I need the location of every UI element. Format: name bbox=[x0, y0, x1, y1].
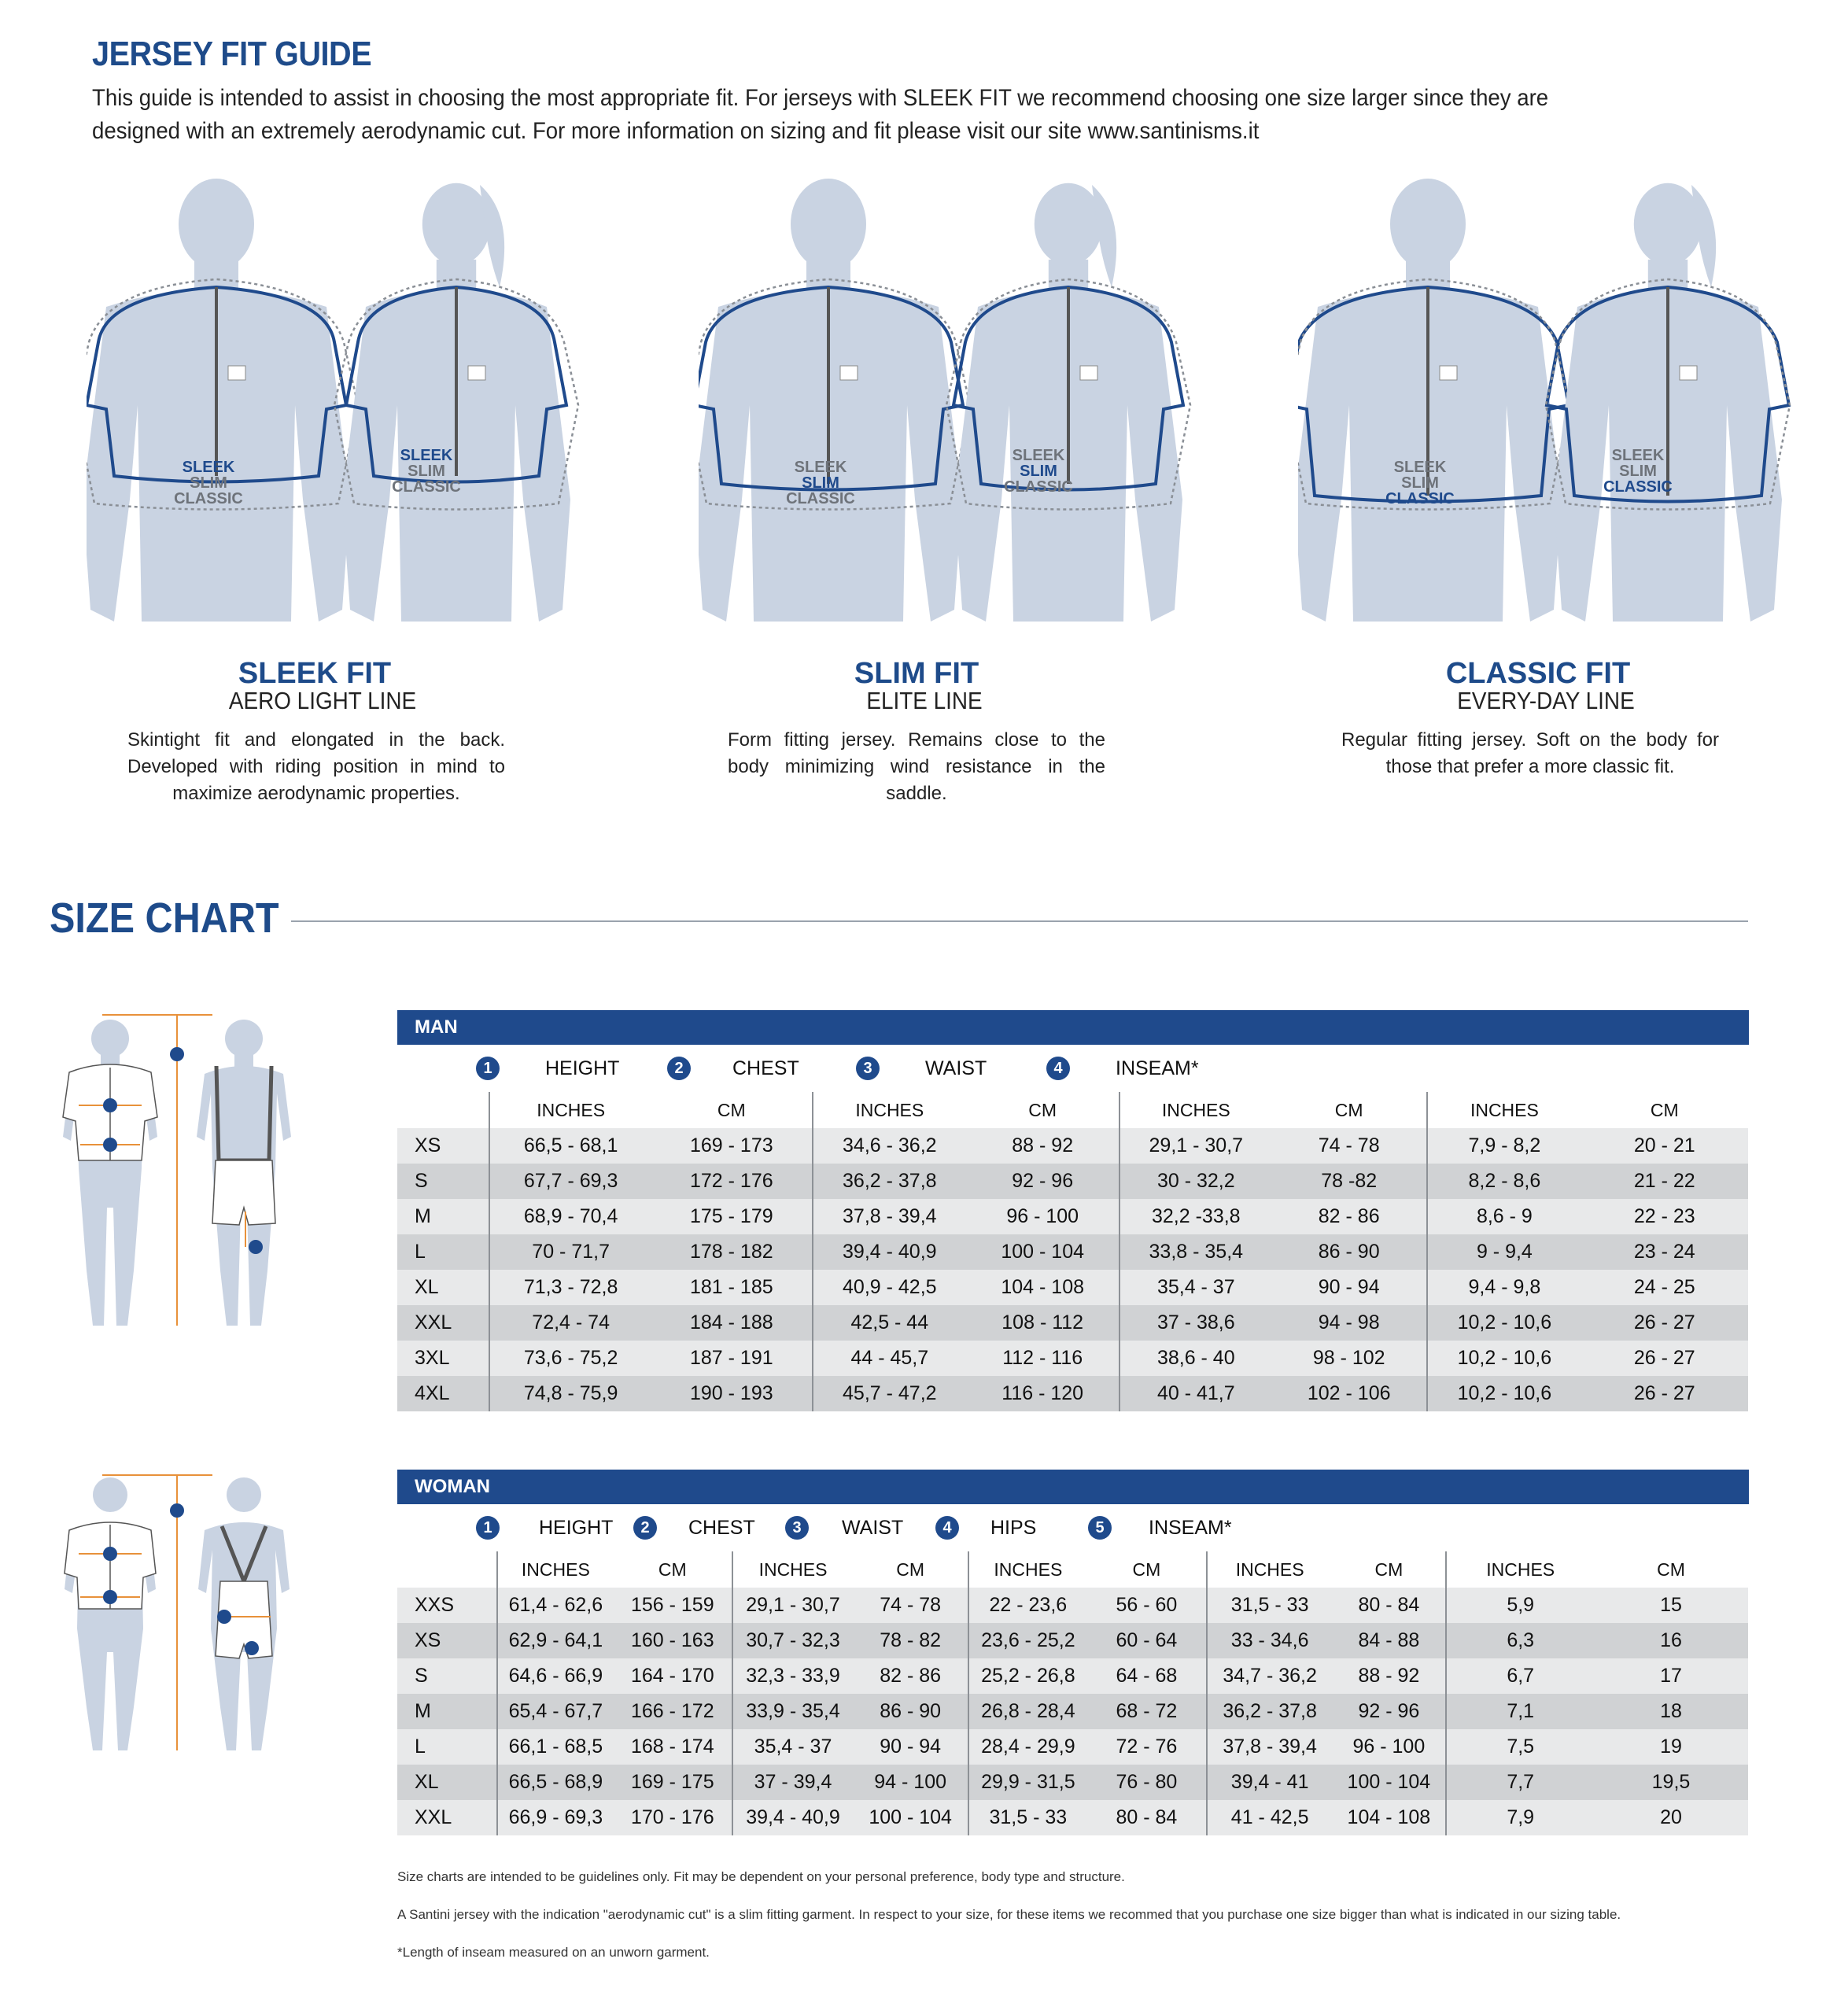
table-row bbox=[397, 1623, 1748, 1658]
size-value: 190 - 193 bbox=[651, 1376, 813, 1411]
unit-header: CM bbox=[853, 1551, 968, 1588]
size-value: 74 - 78 bbox=[853, 1588, 968, 1623]
size-value: 72 - 76 bbox=[1087, 1729, 1207, 1765]
size-value: 31,5 - 33 bbox=[968, 1800, 1087, 1835]
woman-group-hips bbox=[935, 1504, 959, 1551]
size-value: 25,2 - 26,8 bbox=[968, 1658, 1087, 1694]
size-value: 80 - 84 bbox=[1332, 1588, 1446, 1623]
size-value: 16 bbox=[1594, 1623, 1748, 1658]
fit-tag-slim: SLIM bbox=[1020, 463, 1057, 480]
fit-line-sleek: AERO LIGHT LINE bbox=[228, 687, 417, 714]
fit-desc-slim: Form fitting jersey. Remains close to the body minimizing wind resistance in the saddle. bbox=[728, 729, 1105, 804]
measure-number-badge: 4 bbox=[935, 1516, 959, 1540]
fit-tag-sleek: SLEEK bbox=[1012, 447, 1065, 464]
size-value: 29,1 - 30,7 bbox=[732, 1588, 854, 1623]
size-value: 15 bbox=[1594, 1588, 1748, 1623]
size-value: 8,2 - 8,6 bbox=[1427, 1164, 1581, 1199]
size-value: 33,8 - 35,4 bbox=[1119, 1234, 1271, 1270]
table-row bbox=[397, 1765, 1748, 1800]
size-value: 37,8 - 39,4 bbox=[1207, 1729, 1332, 1765]
size-value: 37,8 - 39,4 bbox=[813, 1199, 966, 1234]
fit-name-slim: SLIM FIT bbox=[854, 657, 979, 690]
unit-header: CM bbox=[1332, 1551, 1446, 1588]
fit-name-sleek: SLEEK FIT bbox=[238, 657, 392, 690]
unit-header: INCHES bbox=[1235, 1558, 1304, 1580]
fit-tag-classic: CLASSIC bbox=[174, 490, 243, 507]
size-value: 22 - 23,6 bbox=[968, 1588, 1087, 1623]
size-value: 60 - 64 bbox=[1087, 1623, 1207, 1658]
size-value: 86 - 90 bbox=[1271, 1234, 1427, 1270]
size-value: 17 bbox=[1594, 1658, 1748, 1694]
size-value: 68,9 - 70,4 bbox=[489, 1199, 651, 1234]
size-value: 112 - 116 bbox=[966, 1341, 1119, 1376]
fit-line-classic: EVERY-DAY LINE bbox=[1457, 687, 1635, 714]
size-value: 68 - 72 bbox=[1087, 1694, 1207, 1729]
size-value: 19 bbox=[1594, 1729, 1748, 1765]
measure-label: INSEAM* bbox=[1116, 1057, 1199, 1079]
size-label: XXS bbox=[397, 1588, 497, 1623]
size-value: 34,6 - 36,2 bbox=[813, 1128, 966, 1164]
fit-tag-classic: CLASSIC bbox=[1004, 478, 1073, 496]
size-value: 156 - 159 bbox=[614, 1588, 732, 1623]
fit-tag-sleek: SLEEK bbox=[794, 459, 847, 476]
measure-label: CHEST bbox=[732, 1057, 799, 1079]
size-value: 67,7 - 69,3 bbox=[489, 1164, 651, 1199]
size-value: 116 - 120 bbox=[966, 1376, 1119, 1411]
size-value: 90 - 94 bbox=[1271, 1270, 1427, 1305]
measure-label: HIPS bbox=[990, 1517, 1037, 1539]
size-value: 45,7 - 47,2 bbox=[813, 1376, 966, 1411]
man-group-height bbox=[476, 1045, 500, 1092]
size-value: 23 - 24 bbox=[1581, 1234, 1748, 1270]
note-guidelines: Size charts are intended to be guidelines only. Fit may be dependent on your personal preference, body type and structure. bbox=[397, 1869, 1125, 1884]
man-size-data bbox=[397, 1092, 1749, 1411]
size-value: 29,9 - 31,5 bbox=[968, 1765, 1087, 1800]
size-value: 7,9 bbox=[1446, 1800, 1593, 1835]
size-value: 26 - 27 bbox=[1581, 1376, 1748, 1411]
size-label: M bbox=[397, 1694, 497, 1729]
size-value: 24 - 25 bbox=[1581, 1270, 1748, 1305]
size-col-spacer bbox=[397, 1092, 489, 1128]
man-size-table bbox=[397, 1010, 1749, 1411]
size-label: XXL bbox=[397, 1800, 497, 1835]
unit-row bbox=[397, 1551, 1748, 1588]
measure-label: WAIST bbox=[842, 1517, 904, 1539]
size-value: 74,8 - 75,9 bbox=[489, 1376, 651, 1411]
unit-header: INCHES bbox=[521, 1558, 590, 1580]
size-value: 178 - 182 bbox=[651, 1234, 813, 1270]
size-value: 187 - 191 bbox=[651, 1341, 813, 1376]
size-value: 86 - 90 bbox=[853, 1694, 968, 1729]
table-row bbox=[397, 1199, 1748, 1234]
size-label: S bbox=[397, 1164, 489, 1199]
size-value: 90 - 94 bbox=[853, 1729, 968, 1765]
size-value: 170 - 176 bbox=[614, 1800, 732, 1835]
size-value: 7,7 bbox=[1446, 1765, 1593, 1800]
size-value: 64,6 - 66,9 bbox=[497, 1658, 614, 1694]
size-value: 184 - 188 bbox=[651, 1305, 813, 1341]
size-value: 32,3 - 33,9 bbox=[732, 1658, 854, 1694]
size-value: 35,4 - 37 bbox=[1119, 1270, 1271, 1305]
unit-header: CM bbox=[1657, 1558, 1685, 1580]
size-value: 42,5 - 44 bbox=[813, 1305, 966, 1341]
size-value: 7,9 - 8,2 bbox=[1427, 1128, 1581, 1164]
measure-number-badge: 3 bbox=[856, 1057, 880, 1080]
size-label: L bbox=[397, 1234, 489, 1270]
measure-number-badge: 2 bbox=[633, 1516, 657, 1540]
measure-label: HEIGHT bbox=[539, 1517, 614, 1539]
guide-intro: This guide is intended to assist in choosing the most appropriate fit. For jerseys with SLEEK FIT we recommend choosing one size larger since they are designed with an extremely aerodynamic cut. For more information on sizing and fit please visit our site www.santinisms.it bbox=[92, 85, 1549, 144]
table-row bbox=[397, 1729, 1748, 1765]
size-value: 169 - 175 bbox=[614, 1765, 732, 1800]
size-value: 78 -82 bbox=[1271, 1164, 1427, 1199]
size-value: 26 - 27 bbox=[1581, 1305, 1748, 1341]
size-value: 22 - 23 bbox=[1581, 1199, 1748, 1234]
unit-header: CM bbox=[614, 1551, 732, 1588]
size-value: 160 - 163 bbox=[614, 1623, 732, 1658]
unit-header: INCHES bbox=[855, 1099, 924, 1120]
measure-number-badge: 2 bbox=[667, 1057, 691, 1080]
size-value: 73,6 - 75,2 bbox=[489, 1341, 651, 1376]
table-row bbox=[397, 1305, 1748, 1341]
unit-header: CM bbox=[966, 1092, 1119, 1128]
size-col-spacer bbox=[397, 1551, 497, 1588]
unit-header: CM bbox=[1271, 1092, 1427, 1128]
classic-fit-illustration bbox=[1298, 169, 1848, 622]
size-value: 31,5 - 33 bbox=[1207, 1588, 1332, 1623]
size-value: 92 - 96 bbox=[1332, 1694, 1446, 1729]
size-value: 44 - 45,7 bbox=[813, 1341, 966, 1376]
fit-tag-classic: CLASSIC bbox=[1603, 478, 1673, 496]
table-row bbox=[397, 1270, 1748, 1305]
size-value: 10,2 - 10,6 bbox=[1427, 1376, 1581, 1411]
table-row bbox=[397, 1694, 1748, 1729]
size-value: 7,1 bbox=[1446, 1694, 1593, 1729]
size-value: 40,9 - 42,5 bbox=[813, 1270, 966, 1305]
size-value: 175 - 179 bbox=[651, 1199, 813, 1234]
size-value: 34,7 - 36,2 bbox=[1207, 1658, 1332, 1694]
fit-tag-classic: CLASSIC bbox=[1385, 490, 1455, 507]
size-value: 37 - 39,4 bbox=[732, 1765, 854, 1800]
size-value: 100 - 104 bbox=[966, 1234, 1119, 1270]
guide-title: JERSEY FIT GUIDE bbox=[92, 35, 372, 73]
fit-desc-sleek: Skintight fit and elongated in the back. Developed with riding position in mind to maximize aerodynamic properties. bbox=[127, 729, 505, 804]
size-value: 82 - 86 bbox=[853, 1658, 968, 1694]
fit-tag-sleek: SLEEK bbox=[400, 447, 453, 464]
size-label: S bbox=[397, 1658, 497, 1694]
size-value: 36,2 - 37,8 bbox=[813, 1164, 966, 1199]
size-value: 33,9 - 35,4 bbox=[732, 1694, 854, 1729]
size-value: 9,4 - 9,8 bbox=[1427, 1270, 1581, 1305]
size-value: 70 - 71,7 bbox=[489, 1234, 651, 1270]
woman-table-header: WOMAN bbox=[397, 1470, 1749, 1504]
man-group-waist bbox=[856, 1045, 880, 1092]
unit-header: INCHES bbox=[758, 1558, 828, 1580]
fit-name-classic: CLASSIC FIT bbox=[1445, 657, 1631, 690]
size-value: 6,7 bbox=[1446, 1658, 1593, 1694]
size-value: 10,2 - 10,6 bbox=[1427, 1341, 1581, 1376]
unit-header: INCHES bbox=[1486, 1558, 1555, 1580]
fit-tag-sleek: SLEEK bbox=[1611, 447, 1665, 464]
size-value: 100 - 104 bbox=[1332, 1765, 1446, 1800]
size-value: 18 bbox=[1594, 1694, 1748, 1729]
size-value: 84 - 88 bbox=[1332, 1623, 1446, 1658]
table-row bbox=[397, 1234, 1748, 1270]
size-label: L bbox=[397, 1729, 497, 1765]
size-value: 181 - 185 bbox=[651, 1270, 813, 1305]
unit-row bbox=[397, 1092, 1748, 1128]
note-inseam: *Length of inseam measured on an unworn garment. bbox=[397, 1945, 710, 1960]
measure-number-badge: 4 bbox=[1046, 1057, 1070, 1080]
unit-header: INCHES bbox=[1161, 1099, 1230, 1120]
fit-tag-slim: SLIM bbox=[1619, 463, 1657, 480]
fit-tag-sleek: SLEEK bbox=[182, 459, 235, 476]
fit-tag-slim: SLIM bbox=[408, 463, 445, 480]
size-value: 39,4 - 40,9 bbox=[732, 1800, 854, 1835]
fit-line-slim: ELITE LINE bbox=[866, 687, 983, 714]
size-value: 56 - 60 bbox=[1087, 1588, 1207, 1623]
size-value: 100 - 104 bbox=[853, 1800, 968, 1835]
size-value: 38,6 - 40 bbox=[1119, 1341, 1271, 1376]
size-label: M bbox=[397, 1199, 489, 1234]
size-value: 96 - 100 bbox=[966, 1199, 1119, 1234]
size-value: 74 - 78 bbox=[1271, 1128, 1427, 1164]
unit-header: INCHES bbox=[1470, 1099, 1539, 1120]
size-value: 20 - 21 bbox=[1581, 1128, 1748, 1164]
woman-group-chest bbox=[633, 1504, 657, 1551]
size-value: 65,4 - 67,7 bbox=[497, 1694, 614, 1729]
table-row bbox=[397, 1128, 1748, 1164]
size-label: 3XL bbox=[397, 1341, 489, 1376]
measure-number-badge: 5 bbox=[1088, 1516, 1112, 1540]
size-value: 166 - 172 bbox=[614, 1694, 732, 1729]
measure-label: WAIST bbox=[925, 1057, 987, 1079]
size-value: 5,9 bbox=[1446, 1588, 1593, 1623]
size-value: 164 - 170 bbox=[614, 1658, 732, 1694]
man-table-header: MAN bbox=[397, 1010, 1749, 1045]
man-measure-groups bbox=[397, 1045, 1749, 1092]
unit-header: CM bbox=[1087, 1551, 1207, 1588]
size-value: 33 - 34,6 bbox=[1207, 1623, 1332, 1658]
woman-measure-groups bbox=[397, 1504, 1749, 1551]
unit-header: INCHES bbox=[994, 1558, 1063, 1580]
size-value: 72,4 - 74 bbox=[489, 1305, 651, 1341]
size-value: 23,6 - 25,2 bbox=[968, 1623, 1087, 1658]
size-value: 6,3 bbox=[1446, 1623, 1593, 1658]
size-value: 19,5 bbox=[1594, 1765, 1748, 1800]
fit-tag-classic: CLASSIC bbox=[392, 478, 461, 496]
size-label: 4XL bbox=[397, 1376, 489, 1411]
man-group-chest bbox=[667, 1045, 691, 1092]
size-value: 30,7 - 32,3 bbox=[732, 1623, 854, 1658]
size-value: 104 - 108 bbox=[966, 1270, 1119, 1305]
size-value: 80 - 84 bbox=[1087, 1800, 1207, 1835]
size-value: 26,8 - 28,4 bbox=[968, 1694, 1087, 1729]
size-value: 35,4 - 37 bbox=[732, 1729, 854, 1765]
man-measurement-diagram bbox=[55, 1011, 315, 1333]
size-value: 66,5 - 68,9 bbox=[497, 1765, 614, 1800]
size-value: 41 - 42,5 bbox=[1207, 1800, 1332, 1835]
size-value: 37 - 38,6 bbox=[1119, 1305, 1271, 1341]
size-value: 102 - 106 bbox=[1271, 1376, 1427, 1411]
table-row bbox=[397, 1800, 1748, 1835]
size-value: 36,2 - 37,8 bbox=[1207, 1694, 1332, 1729]
woman-size-data bbox=[397, 1551, 1749, 1835]
size-value: 20 bbox=[1594, 1800, 1748, 1835]
size-value: 21 - 22 bbox=[1581, 1164, 1748, 1199]
size-value: 82 - 86 bbox=[1271, 1199, 1427, 1234]
size-value: 71,3 - 72,8 bbox=[489, 1270, 651, 1305]
size-value: 78 - 82 bbox=[853, 1623, 968, 1658]
size-value: 10,2 - 10,6 bbox=[1427, 1305, 1581, 1341]
table-row bbox=[397, 1376, 1748, 1411]
table-row bbox=[397, 1658, 1748, 1694]
man-group-inseam bbox=[1046, 1045, 1070, 1092]
measure-number-badge: 3 bbox=[785, 1516, 809, 1540]
size-value: 26 - 27 bbox=[1581, 1341, 1748, 1376]
size-value: 32,2 -33,8 bbox=[1119, 1199, 1271, 1234]
fit-tag-slim: SLIM bbox=[1401, 474, 1439, 492]
size-value: 29,1 - 30,7 bbox=[1119, 1128, 1271, 1164]
size-label: XS bbox=[397, 1623, 497, 1658]
unit-header: INCHES bbox=[537, 1099, 606, 1120]
size-value: 98 - 102 bbox=[1271, 1341, 1427, 1376]
size-value: 88 - 92 bbox=[1332, 1658, 1446, 1694]
woman-size-table bbox=[397, 1470, 1749, 1835]
woman-group-height bbox=[476, 1504, 500, 1551]
size-label: XL bbox=[397, 1270, 489, 1305]
size-value: 169 - 173 bbox=[651, 1128, 813, 1164]
size-value: 62,9 - 64,1 bbox=[497, 1623, 614, 1658]
fit-tag-classic: CLASSIC bbox=[786, 490, 855, 507]
size-chart-rule bbox=[291, 920, 1748, 922]
measure-number-badge: 1 bbox=[476, 1057, 500, 1080]
size-value: 40 - 41,7 bbox=[1119, 1376, 1271, 1411]
unit-header: CM bbox=[1650, 1099, 1679, 1120]
slim-fit-illustration bbox=[699, 169, 1265, 622]
size-value: 30 - 32,2 bbox=[1119, 1164, 1271, 1199]
size-label: XS bbox=[397, 1128, 489, 1164]
table-row bbox=[397, 1341, 1748, 1376]
unit-header: CM bbox=[651, 1092, 813, 1128]
measure-label: INSEAM* bbox=[1149, 1517, 1232, 1539]
measure-number-badge: 1 bbox=[476, 1516, 500, 1540]
size-value: 9 - 9,4 bbox=[1427, 1234, 1581, 1270]
size-value: 39,4 - 41 bbox=[1207, 1765, 1332, 1800]
size-label: XXL bbox=[397, 1305, 489, 1341]
note-aerodynamic-cut: A Santini jersey with the indication "aerodynamic cut" is a slim fitting garment. In respect to your size, for these items we recommed that you purchase one size bigger than what is indicated in our sizing table. bbox=[397, 1907, 1621, 1922]
size-value: 66,9 - 69,3 bbox=[497, 1800, 614, 1835]
size-value: 64 - 68 bbox=[1087, 1658, 1207, 1694]
size-value: 168 - 174 bbox=[614, 1729, 732, 1765]
size-value: 88 - 92 bbox=[966, 1128, 1119, 1164]
fit-desc-classic: Regular fitting jersey. Soft on the body for those that prefer a more classic fit. bbox=[1341, 729, 1719, 777]
fit-tag-sleek: SLEEK bbox=[1393, 459, 1447, 476]
woman-group-inseam bbox=[1088, 1504, 1112, 1551]
size-value: 94 - 100 bbox=[853, 1765, 968, 1800]
woman-measurement-diagram bbox=[55, 1471, 315, 1754]
fit-tag-slim: SLIM bbox=[190, 474, 227, 492]
measure-label: HEIGHT bbox=[545, 1057, 620, 1079]
size-value: 7,5 bbox=[1446, 1729, 1593, 1765]
size-value: 96 - 100 bbox=[1332, 1729, 1446, 1765]
table-row bbox=[397, 1588, 1748, 1623]
size-value: 66,1 - 68,5 bbox=[497, 1729, 614, 1765]
size-value: 66,5 - 68,1 bbox=[489, 1128, 651, 1164]
size-value: 39,4 - 40,9 bbox=[813, 1234, 966, 1270]
measure-label: CHEST bbox=[688, 1517, 755, 1539]
size-value: 104 - 108 bbox=[1332, 1800, 1446, 1835]
size-value: 172 - 176 bbox=[651, 1164, 813, 1199]
size-value: 76 - 80 bbox=[1087, 1765, 1207, 1800]
size-value: 94 - 98 bbox=[1271, 1305, 1427, 1341]
size-value: 28,4 - 29,9 bbox=[968, 1729, 1087, 1765]
sleek-fit-illustration bbox=[87, 169, 653, 622]
size-value: 8,6 - 9 bbox=[1427, 1199, 1581, 1234]
fit-tag-slim: SLIM bbox=[802, 474, 839, 492]
size-chart-title: SIZE CHART bbox=[50, 894, 279, 942]
size-label: XL bbox=[397, 1765, 497, 1800]
size-value: 92 - 96 bbox=[966, 1164, 1119, 1199]
size-value: 108 - 112 bbox=[966, 1305, 1119, 1341]
woman-group-waist bbox=[785, 1504, 809, 1551]
table-row bbox=[397, 1164, 1748, 1199]
size-value: 61,4 - 62,6 bbox=[497, 1588, 614, 1623]
